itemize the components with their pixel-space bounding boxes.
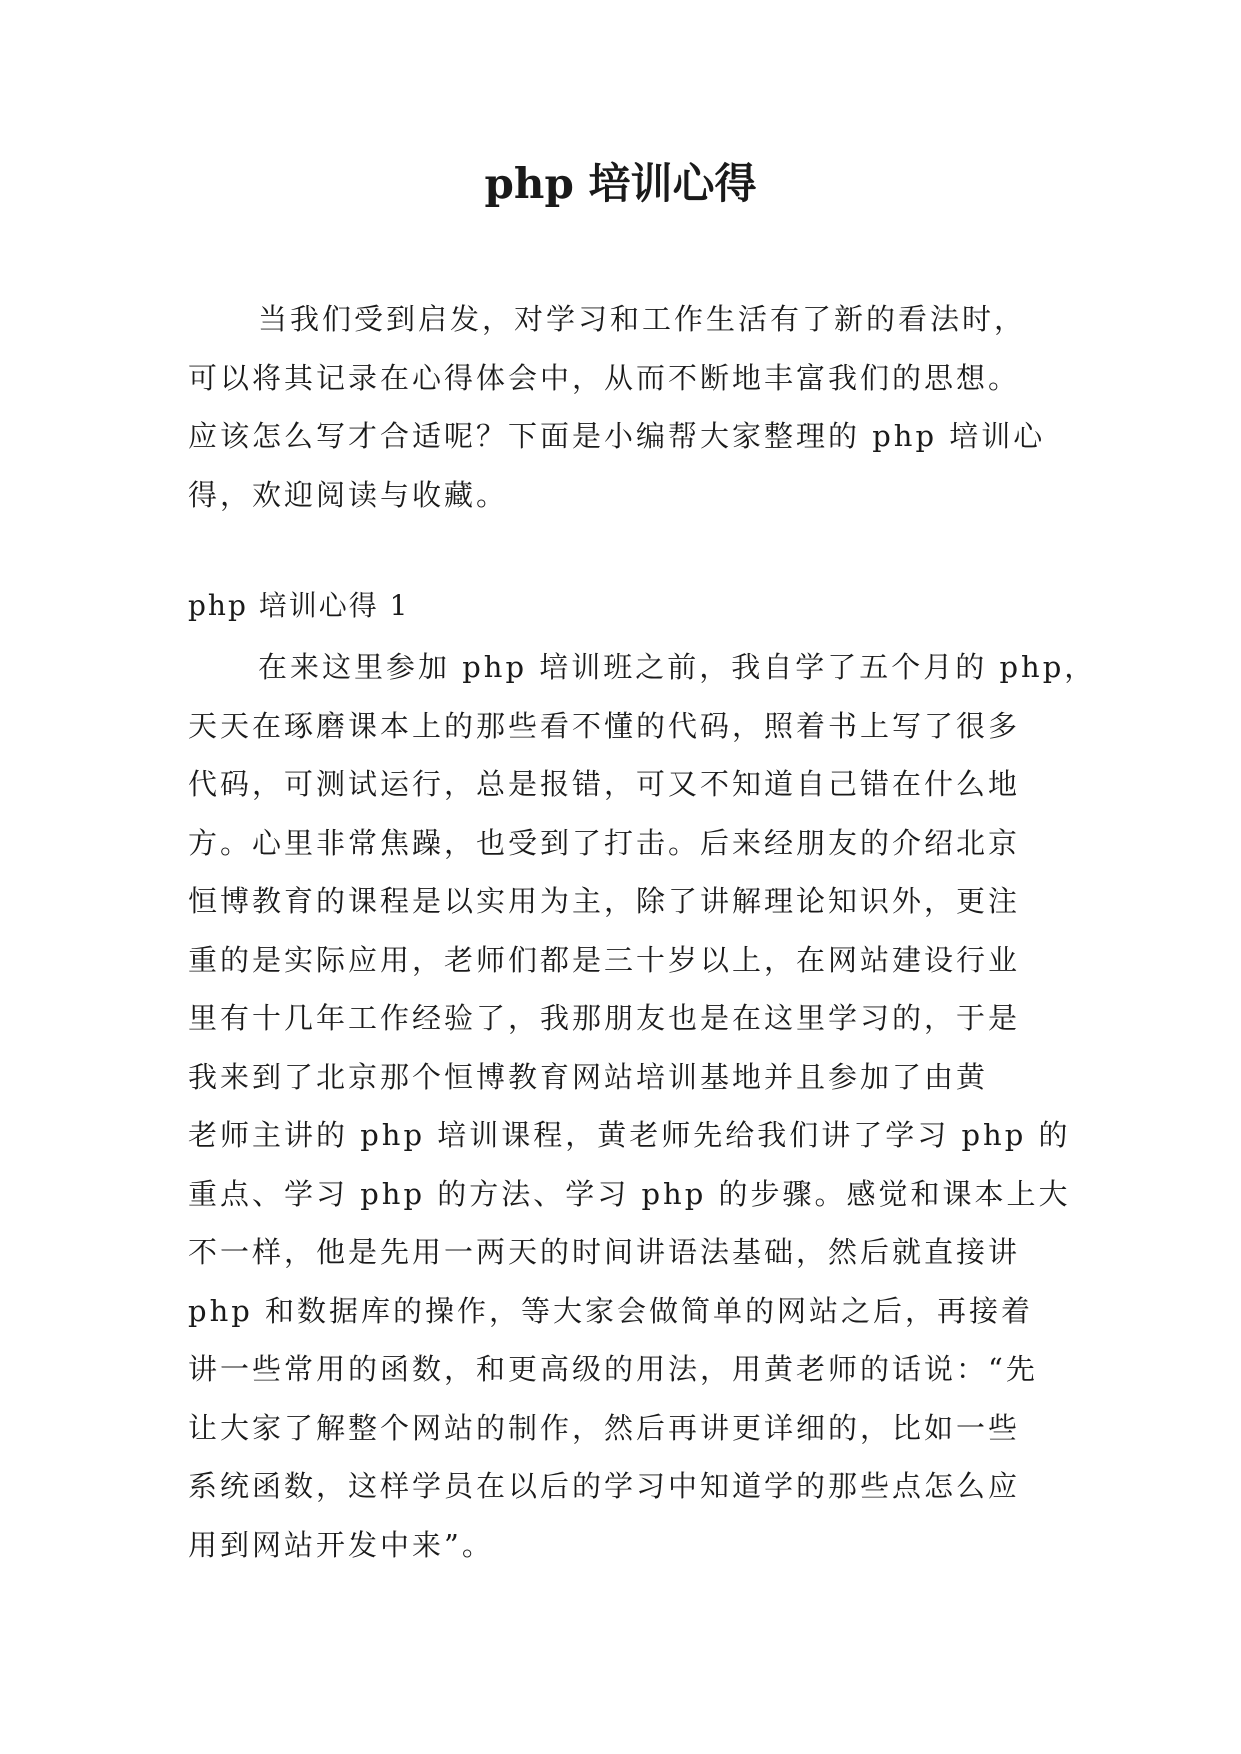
section-paragraph bbox=[188, 638, 1097, 1574]
paragraph-line: 方。心里非常焦躁，也受到了打击。后来经朋友的介绍北京 bbox=[188, 825, 1021, 860]
paragraph-line: 不一样，他是先用一两天的时间讲语法基础，然后就直接讲 bbox=[188, 1235, 1021, 1269]
paragraph-line: 天天在琢磨课本上的那些看不懂的代码，照着书上写了很多 bbox=[188, 708, 1021, 743]
paragraph-line: 系统函数，这样学员在以后的学习中知道学的那些点怎么应 bbox=[188, 1469, 1021, 1503]
paragraph-line: 用到网站开发中来”。 bbox=[188, 1527, 494, 1562]
paragraph-line: 在来这里参加 php 培训班之前，我自学了五个月的 php， bbox=[258, 650, 1097, 684]
document-title: php 培训心得 bbox=[484, 159, 757, 208]
section-heading: php 培训心得 1 bbox=[188, 589, 410, 622]
paragraph-line: 恒博教育的课程是以实用为主，除了讲解理论知识外，更注 bbox=[188, 884, 1021, 918]
paragraph-line: php 和数据库的操作，等大家会做简单的网站之后，再接着 bbox=[188, 1293, 1034, 1328]
intro-line: 当我们受到启发，对学习和工作生活有了新的看法时， bbox=[258, 302, 1027, 336]
paragraph-line: 代码，可测试运行，总是报错，可又不知道自己错在什么地 bbox=[188, 767, 1021, 801]
intro-line: 得，欢迎阅读与收藏。 bbox=[188, 477, 509, 512]
intro-line: 可以将其记录在心得体会中，从而不断地丰富我们的思想。 bbox=[188, 360, 1021, 395]
intro-paragraph bbox=[188, 290, 1058, 524]
paragraph-line: 我来到了北京那个恒博教育网站培训基地并且参加了由黄 bbox=[188, 1059, 989, 1094]
paragraph-line: 让大家了解整个网站的制作，然后再讲更详细的，比如一些 bbox=[188, 1410, 1021, 1445]
intro-line: 应该怎么写才合适呢？下面是小编帮大家整理的 php 培训心 bbox=[188, 419, 1046, 453]
paragraph-line: 老师主讲的 php 培训课程，黄老师先给我们讲了学习 php 的 bbox=[188, 1118, 1071, 1152]
paragraph-line: 讲一些常用的函数，和更高级的用法，用黄老师的话说：“先 bbox=[188, 1352, 1038, 1386]
paragraph-line: 重点、学习 php 的方法、学习 php 的步骤。感觉和课本上大 bbox=[188, 1176, 1071, 1211]
paragraph-line: 重的是实际应用，老师们都是三十岁以上，在网站建设行业 bbox=[188, 942, 1021, 977]
paragraph-line: 里有十几年工作经验了，我那朋友也是在这里学习的，于是 bbox=[188, 1001, 1021, 1035]
